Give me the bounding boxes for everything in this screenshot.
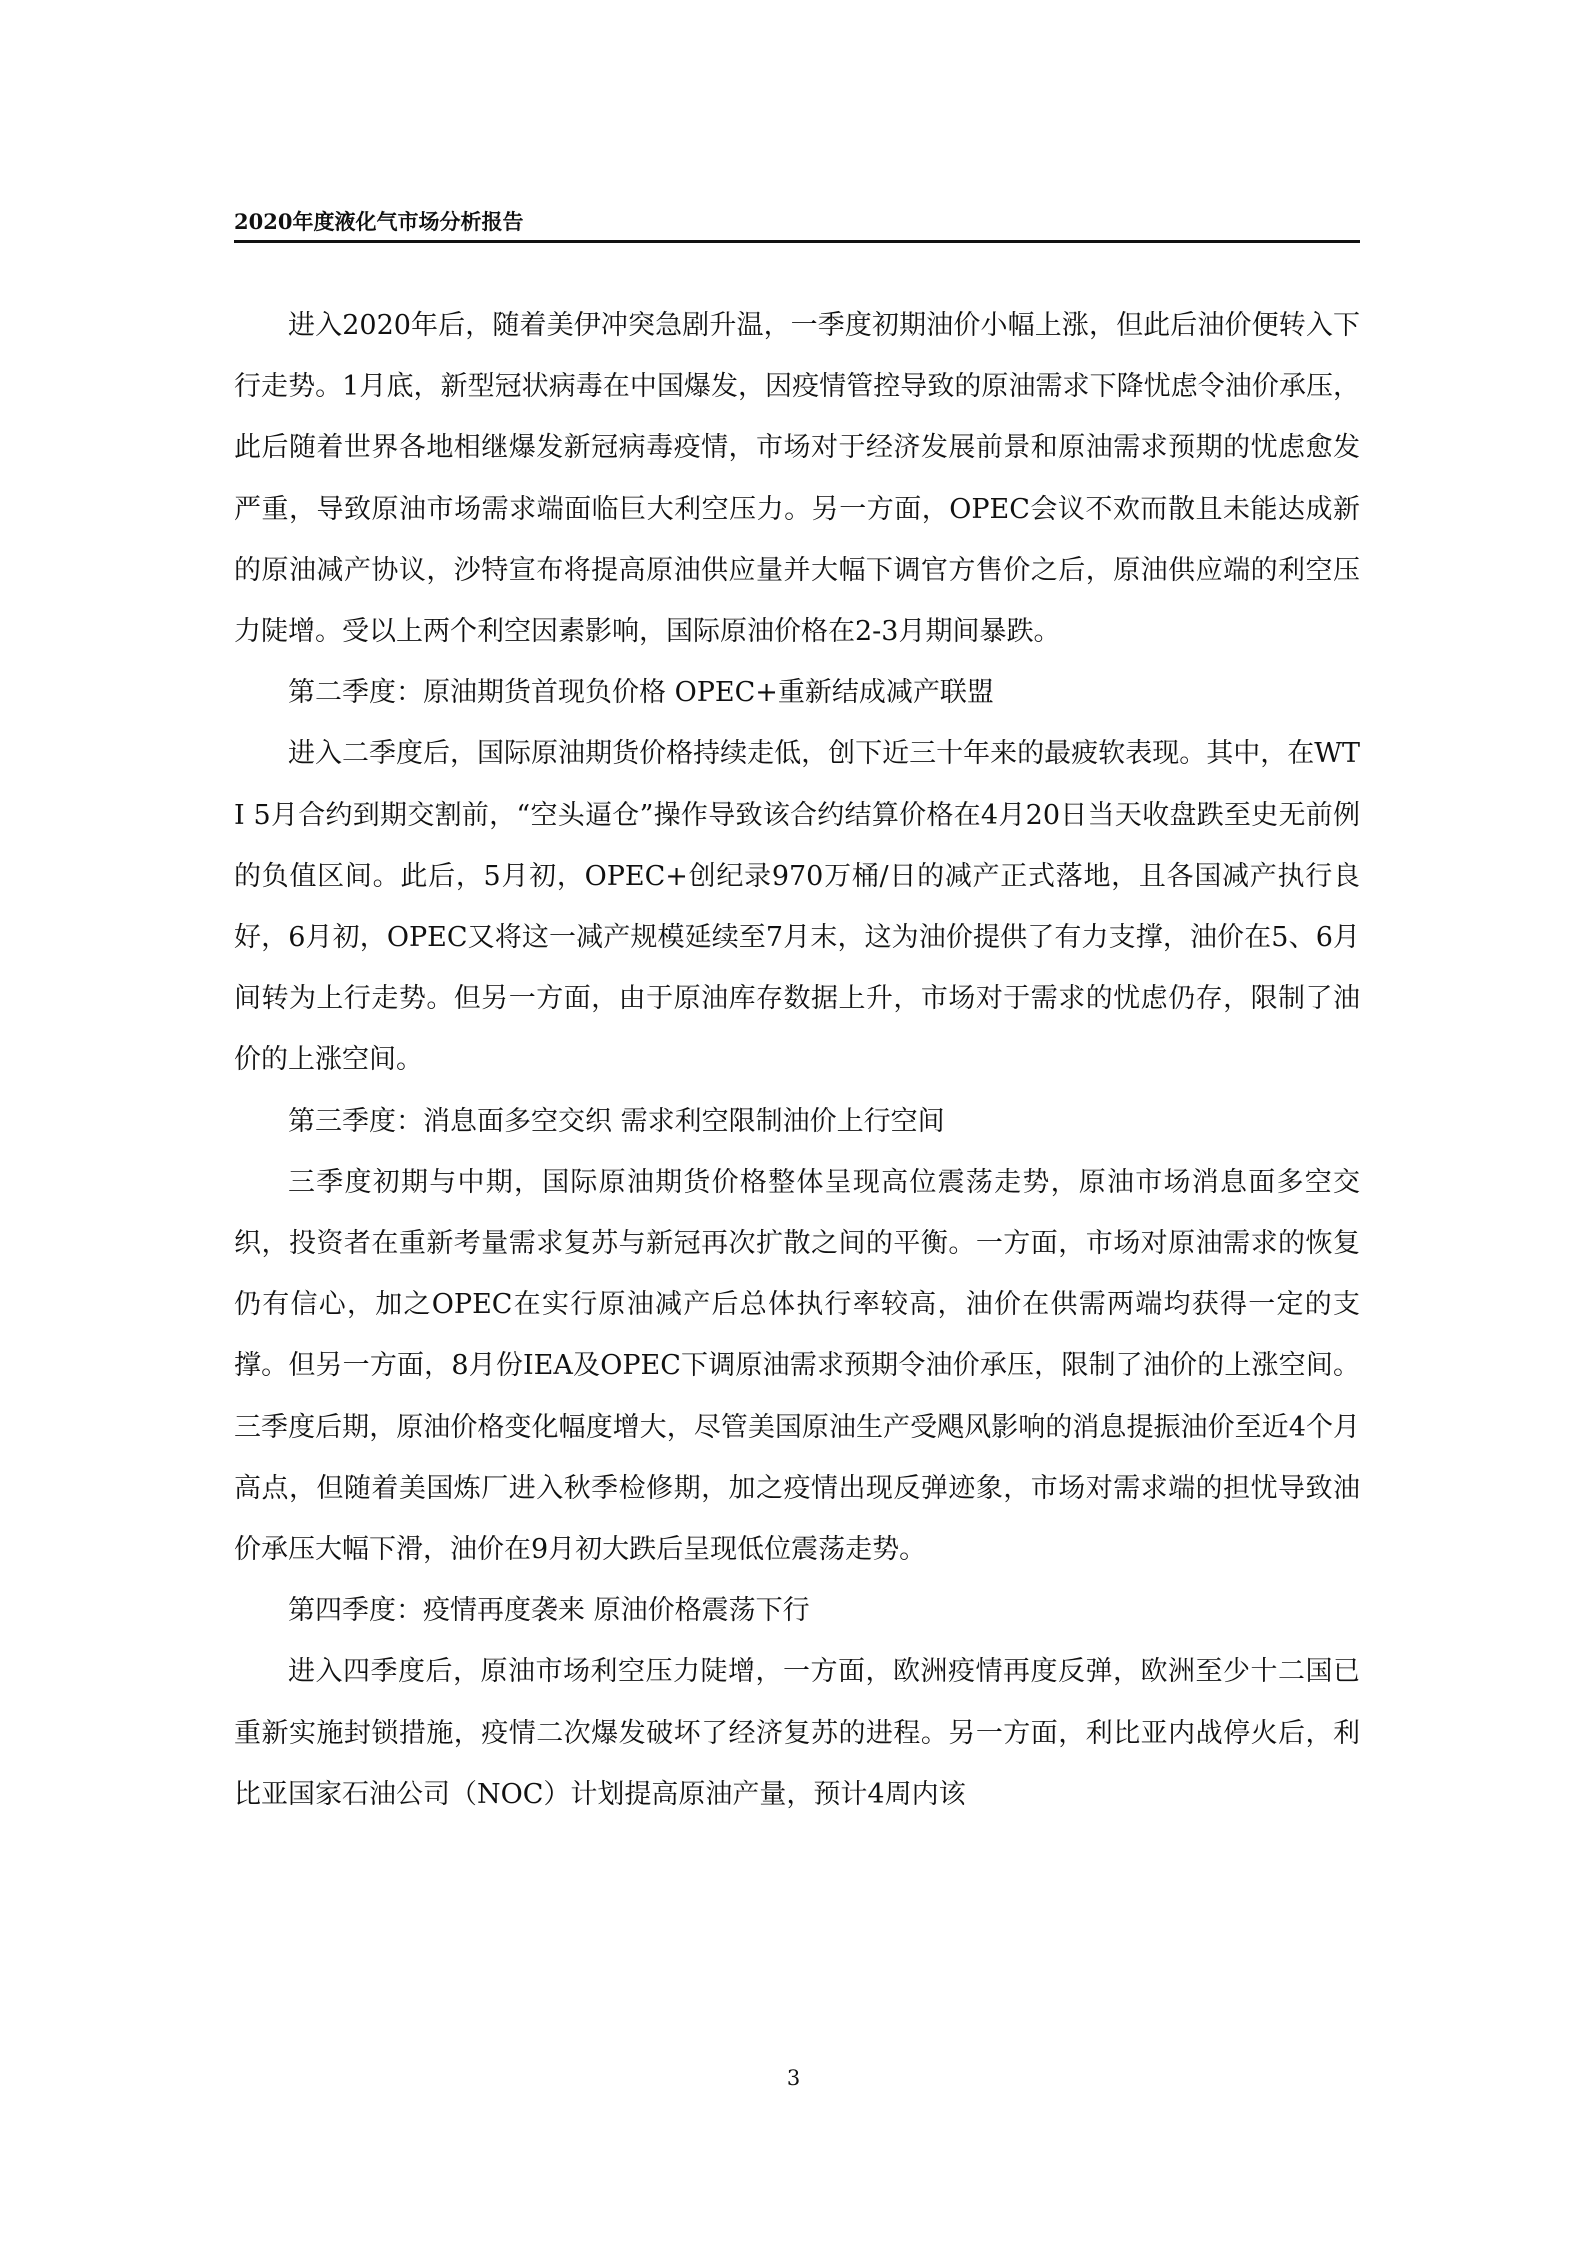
heading-q2: 第二季度：原油期货首现负价格 OPEC+重新结成减产联盟	[288, 677, 994, 709]
page-number: 3	[786, 2066, 801, 2090]
body-text	[234, 295, 1360, 1825]
paragraph-q2: 进入二季度后，国际原油期货价格持续走低，创下近三十年来的最疲软表现。其中，在WTI 5月合约到期交割前，“空头逼仓”操作导致该合约结算价格在4月20日当天收盘跌至史无前例的负值区间。此后，5月初，OPEC+创纪录970万桶/日的减产正式落地，且各国减产执行良好，6月初，OPEC又将这一减产规模延续至7月末，这为油价提供了有力支撑，油价在5、6月间转为上行走势。但另一方面，由于原油库存数据上升，市场对于需求的忧虑仍存，限制了油价的上涨空间。	[234, 738, 1360, 1076]
header-rule	[234, 240, 1360, 243]
paragraph-q4: 进入四季度后，原油市场利空压力陡增，一方面，欧洲疫情再度反弹，欧洲至少十二国已重新实施封锁措施，疫情二次爆发破坏了经济复苏的进程。另一方面，利比亚内战停火后，利比亚国家石油公司（NOC）计划提高原油产量，预计4周内该	[234, 1656, 1360, 1810]
paragraph-q3: 三季度初期与中期，国际原油期货价格整体呈现高位震荡走势，原油市场消息面多空交织，投资者在重新考量需求复苏与新冠再次扩散之间的平衡。一方面，市场对原油需求的恢复仍有信心，加之OPEC在实行原油减产后总体执行率较高，油价在供需两端均获得一定的支撑。但另一方面，8月份IEA及OPEC下调原油需求预期令油价承压，限制了油价的上涨空间。三季度后期，原油价格变化幅度增大，尽管美国原油生产受飓风影响的消息提振油价至近4个月高点，但随着美国炼厂进入秋季检修期，加之疫情出现反弹迹象，市场对需求端的担忧导致油价承压大幅下滑，油价在9月初大跌后呈现低位震荡走势。	[234, 1166, 1360, 1566]
running-header-title: 2020年度液化气市场分析报告	[234, 209, 524, 234]
heading-q3: 第三季度：消息面多空交织 需求利空限制油价上行空间	[288, 1105, 945, 1137]
heading-q4: 第四季度：疫情再度袭来 原油价格震荡下行	[288, 1595, 810, 1627]
paragraph-q1-overview: 进入2020年后，随着美伊冲突急剧升温，一季度初期油价小幅上涨，但此后油价便转入下行走势。1月底，新型冠状病毒在中国爆发，因疫情管控导致的原油需求下降忧虑令油价承压，此后随着世界各地相继爆发新冠病毒疫情，市场对于经济发展前景和原油需求预期的忧虑愈发严重，导致原油市场需求端面临巨大利空压力。另一方面，OPEC会议不欢而散且未能达成新的原油减产协议，沙特宣布将提高原油供应量并大幅下调官方售价之后，原油供应端的利空压力陡增。受以上两个利空因素影响，国际原油价格在2-3月期间暴跌。	[234, 310, 1360, 648]
